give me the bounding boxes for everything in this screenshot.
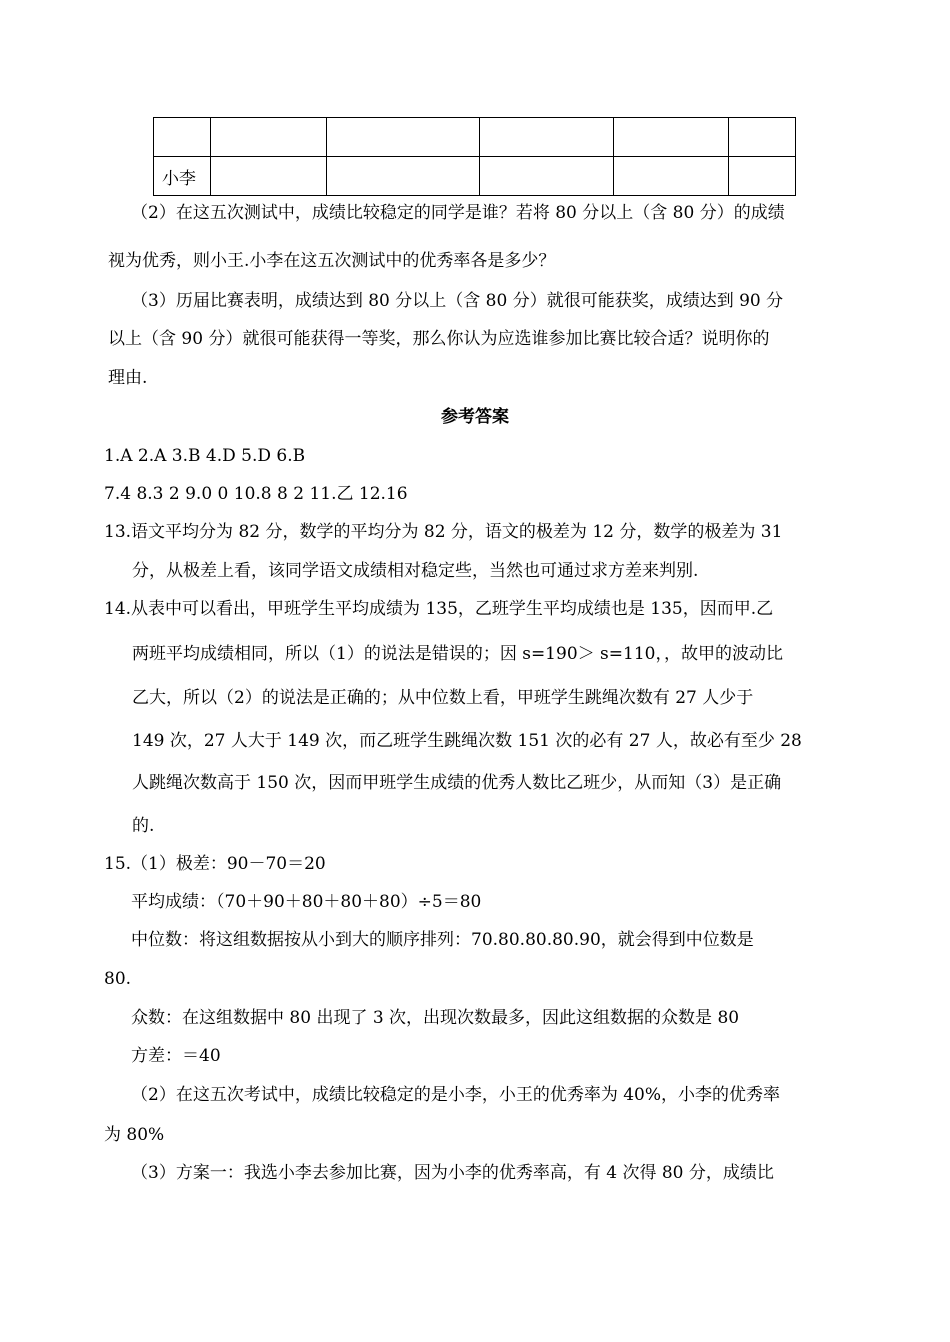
answer-15-line: 平均成绩：（70＋90＋80＋80＋80）÷5＝80 (131, 892, 482, 912)
question-2-line: （2）在这五次测试中，成绩比较稳定的同学是谁？若将 80 分以上（含 80 分）的成绩 (131, 203, 785, 223)
answer-13-line: 分，从极差上看，该同学语文成绩相对稳定些，当然也可通过求方差来判别. (132, 561, 699, 581)
row-header: 小李 (154, 157, 211, 196)
table-cell (211, 157, 327, 196)
answer-15-line: 方差：＝40 (131, 1046, 221, 1066)
question-2-line: 视为优秀，则小王.小李在这五次测试中的优秀率各是多少？ (108, 251, 556, 271)
answer-15-line: 众数：在这组数据中 80 出现了 3 次，出现次数最多，因此这组数据的众数是 80 (131, 1008, 740, 1028)
table-cell (211, 118, 327, 157)
table-cell (480, 157, 614, 196)
question-3-line: 以上（含 90 分）就很可能获得一等奖，那么你认为应选谁参加比赛比较合适？说明你的 (108, 329, 770, 349)
table-cell (614, 118, 729, 157)
table-cell (729, 118, 796, 157)
table-cell (729, 157, 796, 196)
score-table (153, 117, 796, 196)
answer-14-line: 乙大，所以（2）的说法是正确的；从中位数上看，甲班学生跳绳次数有 27 人少于 (132, 688, 754, 708)
answer-14-line: 人跳绳次数高于 150 次，因而甲班学生成绩的优秀人数比乙班少，从而知（3）是正确 (132, 773, 782, 793)
table-cell (614, 157, 729, 196)
answer-14-line: 的. (132, 816, 155, 836)
answer-13-line: 13.语文平均分为 82 分，数学的平均分为 82 分，语文的极差为 12 分，数学的极差为 31 (104, 522, 783, 542)
question-3-line: 理由. (108, 368, 148, 388)
table-cell (327, 118, 480, 157)
answer-15-line: 15.（1）极差：90－70＝20 (104, 854, 326, 874)
table-row (154, 118, 796, 157)
answer-15-line: （3）方案一：我选小李去参加比赛，因为小李的优秀率高，有 4 次得 80 分，成绩比 (131, 1163, 774, 1183)
row-header (154, 118, 211, 157)
table-row (154, 157, 796, 196)
table-cell (327, 157, 480, 196)
answer-14-line: 两班平均成绩相同，所以（1）的说法是错误的；因 s=190＞ s=110，，故甲的波动比 (132, 644, 783, 664)
answer-14-line: 14.从表中可以看出，甲班学生平均成绩为 135，乙班学生平均成绩也是 135，因而甲.乙 (104, 599, 774, 619)
question-3-line: （3）历届比赛表明，成绩达到 80 分以上（含 80 分）就很可能获奖，成绩达到 90 分 (131, 291, 784, 311)
answer-15-line: 中位数：将这组数据按从小到大的顺序排列：70.80.80.80.90，就会得到中位数是 (131, 930, 754, 950)
table-cell (480, 118, 614, 157)
answers-title: 参考答案 (441, 407, 509, 427)
answer-14-line: 149 次，27 人大于 149 次，而乙班学生跳绳次数 151 次的必有 27 人，故必有至少 28 (132, 731, 802, 751)
answer-15-line: （2）在这五次考试中，成绩比较稳定的是小李，小王的优秀率为 40%，小李的优秀率 (131, 1085, 781, 1105)
answer-15-line: 为 80% (104, 1125, 165, 1145)
answer-line: 7.4 8.3 2 9.0 0 10.8 8 2 11.乙 12.16 (104, 484, 408, 504)
answer-line: 1.A 2.A 3.B 4.D 5.D 6.B (104, 446, 306, 466)
answer-15-line: 80. (104, 969, 132, 989)
